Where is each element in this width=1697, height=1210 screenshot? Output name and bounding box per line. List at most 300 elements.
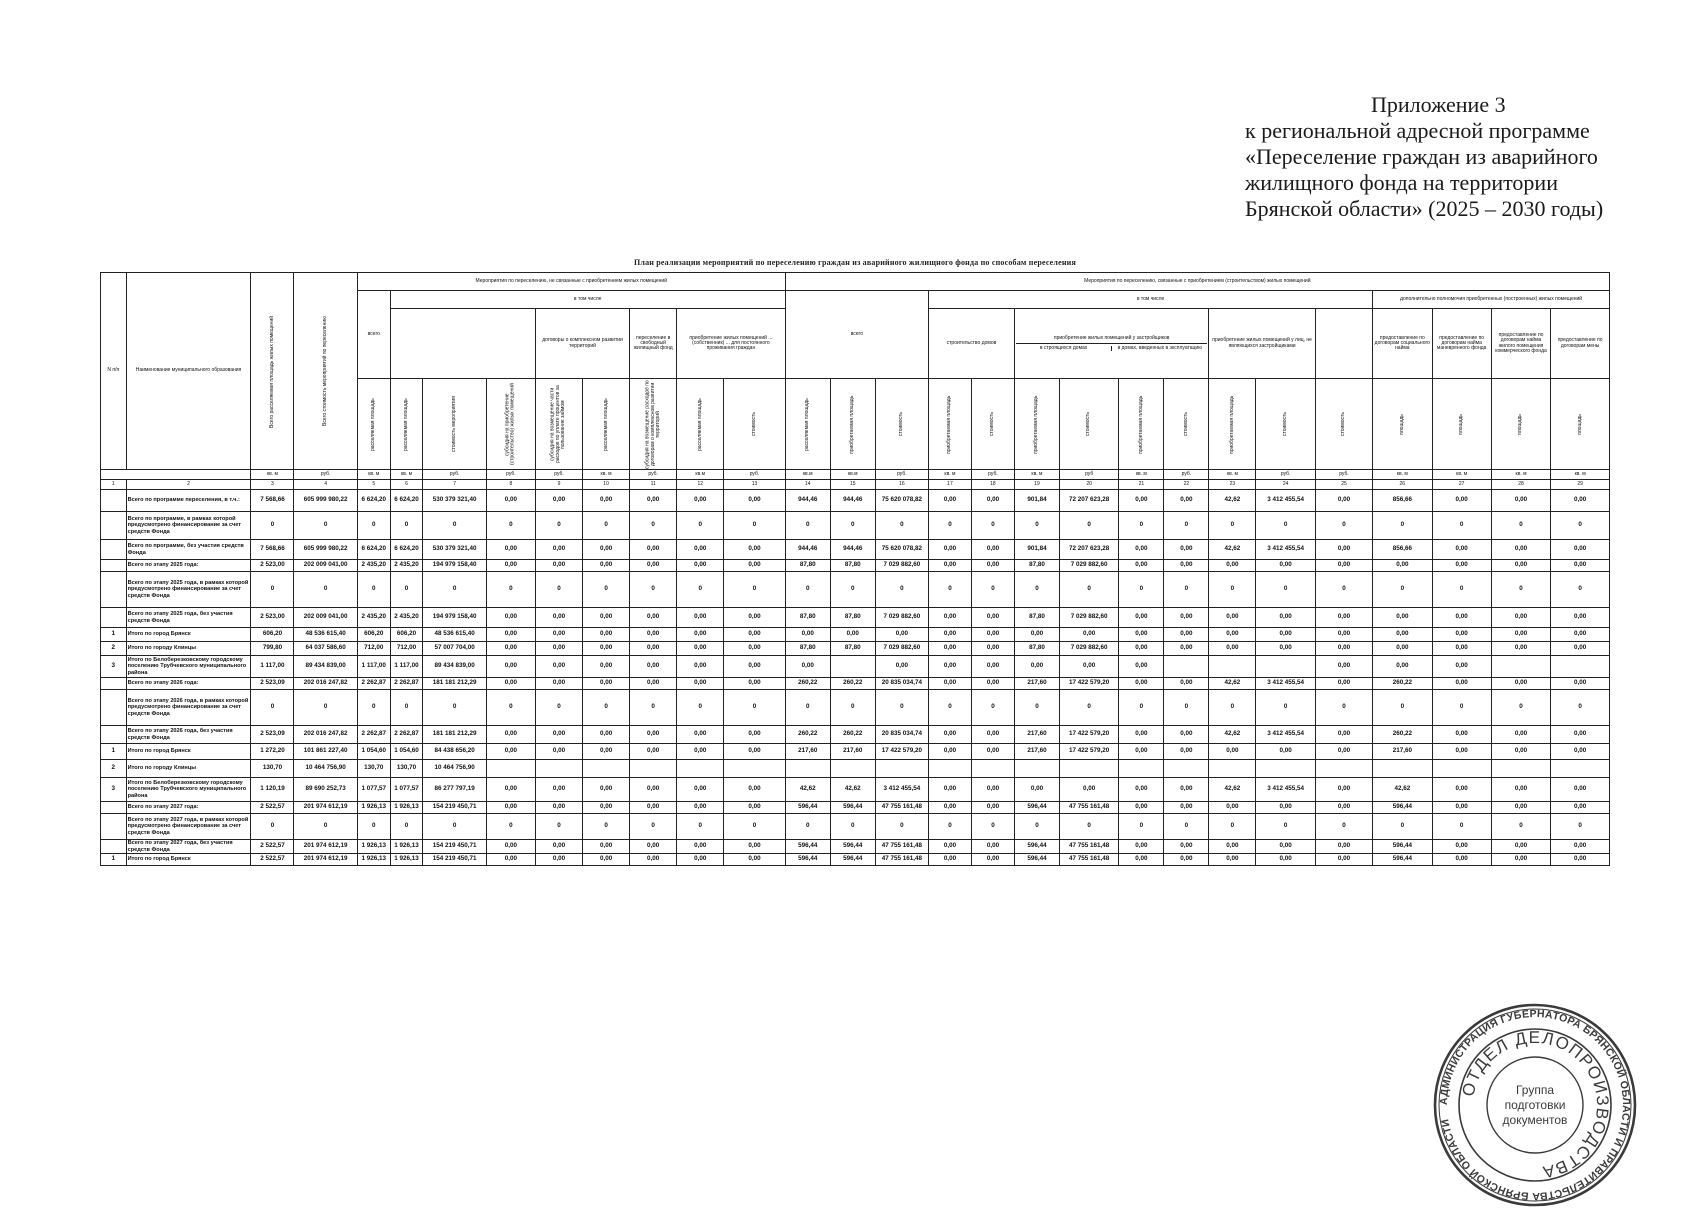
value-cell: 856,66	[1373, 540, 1432, 560]
value-cell: 901,84	[1014, 540, 1059, 560]
value-cell: 0	[677, 512, 724, 540]
value-cell: 1 926,13	[390, 840, 423, 854]
row-label: Итого по город Брянск	[126, 854, 251, 866]
value-cell	[830, 760, 875, 778]
value-cell: 0,00	[1164, 778, 1209, 802]
column-number: 27	[1432, 480, 1491, 490]
value-cell: 596,44	[785, 802, 830, 814]
value-cell: 0,00	[583, 656, 630, 678]
value-cell: 1 054,60	[390, 744, 423, 760]
value-cell: 0,00	[1209, 628, 1256, 642]
value-cell: 856,66	[1373, 490, 1432, 512]
value-cell: 1 926,13	[357, 854, 390, 866]
value-cell	[724, 760, 785, 778]
value-cell: 0,00	[1491, 628, 1550, 642]
header-perevod: переселение в свободный жилищный фонд	[630, 309, 677, 379]
value-cell	[677, 760, 724, 778]
value-cell: 0,00	[630, 726, 677, 744]
value-cell: 0	[1209, 814, 1256, 840]
value-cell	[1164, 760, 1209, 778]
value-cell: 0,00	[1256, 608, 1315, 628]
row-number	[101, 690, 127, 726]
column-number: 22	[1164, 480, 1209, 490]
value-cell: 0,00	[1491, 744, 1550, 760]
value-cell: 0	[1014, 572, 1059, 608]
value-cell: 0,00	[928, 490, 971, 512]
value-cell	[1491, 760, 1550, 778]
value-cell: 596,44	[830, 802, 875, 814]
row-label: Итого по Белоберезковскому городскому поселению Трубчевского муниципального района	[126, 778, 251, 802]
value-cell: 0,00	[724, 778, 785, 802]
value-cell: 0,00	[1491, 840, 1550, 854]
value-cell: 202 009 041,00	[294, 560, 357, 572]
subheader: площадь	[1551, 379, 1610, 470]
table-row	[101, 512, 1610, 540]
value-cell: 0,00	[1551, 840, 1610, 854]
value-cell: 0,00	[971, 840, 1014, 854]
row-number: 2	[101, 760, 127, 778]
value-cell: 0	[971, 814, 1014, 840]
value-cell: 0,00	[1256, 628, 1315, 642]
value-cell: 605 999 980,22	[294, 540, 357, 560]
value-cell: 7 029 882,60	[875, 608, 928, 628]
subheader: стоимость	[724, 379, 785, 470]
value-cell: 596,44	[1014, 802, 1059, 814]
value-cell: 0,00	[1491, 678, 1550, 690]
column-number: 3	[251, 480, 294, 490]
value-cell: 1 117,00	[251, 656, 294, 678]
value-cell: 0	[535, 690, 582, 726]
value-cell: 0	[724, 512, 785, 540]
value-cell: 42,62	[1209, 678, 1256, 690]
value-cell: 0,00	[583, 628, 630, 642]
value-cell: 0,00	[971, 540, 1014, 560]
value-cell: 0,00	[971, 854, 1014, 866]
value-cell: 17 422 579,20	[875, 744, 928, 760]
value-cell: 0,00	[724, 802, 785, 814]
row-label: Итого по город Брянск	[126, 628, 251, 642]
value-cell: 0,00	[535, 490, 582, 512]
value-cell: 0,00	[1119, 560, 1164, 572]
value-cell: 0	[1059, 572, 1118, 608]
value-cell: 0,00	[1209, 802, 1256, 814]
value-cell: 0	[1256, 572, 1315, 608]
unit-cell: кв. м	[928, 470, 971, 480]
value-cell: 0,00	[971, 560, 1014, 572]
column-number: 14	[785, 480, 830, 490]
value-cell: 0,00	[630, 608, 677, 628]
value-cell: 0,00	[535, 642, 582, 656]
value-cell: 0,00	[1119, 744, 1164, 760]
value-cell: 7 029 882,60	[1059, 560, 1118, 572]
value-cell	[535, 760, 582, 778]
header-blank	[390, 309, 535, 379]
value-cell	[583, 760, 630, 778]
value-cell: 0	[1373, 572, 1432, 608]
value-cell: 0,00	[1059, 628, 1118, 642]
unit-cell: руб.	[486, 470, 535, 480]
subheader: стоимость мероприятия	[423, 379, 486, 470]
value-cell: 2 522,57	[251, 802, 294, 814]
value-cell: 0,00	[677, 802, 724, 814]
header-sobstv: приобретение жилых помещений ... (собственник) ... для постоянного проживания граждан	[677, 309, 785, 379]
value-cell: 0,00	[1164, 744, 1209, 760]
value-cell: 1 272,20	[251, 744, 294, 760]
value-cell: 0,00	[1551, 628, 1610, 642]
column-number: 10	[583, 480, 630, 490]
value-cell: 0	[785, 814, 830, 840]
value-cell: 0,00	[630, 642, 677, 656]
value-cell: 0	[1164, 572, 1209, 608]
header-mo: Наименование муниципального образования	[126, 273, 251, 470]
value-cell: 0,00	[1209, 840, 1256, 854]
column-number: 20	[1059, 480, 1118, 490]
value-cell: 0,00	[535, 802, 582, 814]
value-cell: 0,00	[1209, 608, 1256, 628]
value-cell: 0,00	[1432, 854, 1491, 866]
value-cell: 2 262,87	[390, 678, 423, 690]
value-cell: 0	[251, 572, 294, 608]
value-cell: 0,00	[1315, 608, 1372, 628]
value-cell: 944,46	[830, 490, 875, 512]
value-cell: 0,00	[724, 628, 785, 642]
value-cell: 0,00	[1209, 744, 1256, 760]
value-cell: 0	[251, 814, 294, 840]
value-cell: 0,00	[535, 656, 582, 678]
subheader: площадь	[1373, 379, 1432, 470]
value-cell: 0,00	[928, 608, 971, 628]
value-cell: 0	[928, 572, 971, 608]
units-row	[101, 470, 1610, 480]
value-cell: 2 435,20	[357, 560, 390, 572]
value-cell: 596,44	[785, 854, 830, 866]
value-cell: 0,00	[971, 608, 1014, 628]
value-cell: 0	[390, 572, 423, 608]
value-cell: 0,00	[724, 726, 785, 744]
value-cell: 6 624,20	[390, 490, 423, 512]
value-cell: 0,00	[928, 744, 971, 760]
value-cell: 0,00	[1432, 726, 1491, 744]
column-number: 17	[928, 480, 971, 490]
value-cell: 0,00	[1209, 642, 1256, 656]
value-cell: 0,00	[630, 778, 677, 802]
stamp-center-line: документов	[1502, 1113, 1568, 1127]
value-cell: 0,00	[583, 540, 630, 560]
value-cell: 0,00	[677, 840, 724, 854]
value-cell: 1 926,13	[390, 802, 423, 814]
value-cell: 130,70	[390, 760, 423, 778]
value-cell: 0,00	[1315, 678, 1372, 690]
value-cell: 0,00	[971, 642, 1014, 656]
value-cell: 0,00	[486, 490, 535, 512]
value-cell: 0	[1014, 814, 1059, 840]
value-cell: 87,80	[785, 608, 830, 628]
value-cell: 0,00	[1164, 802, 1209, 814]
value-cell: 0	[535, 814, 582, 840]
value-cell: 2 523,00	[251, 608, 294, 628]
stamp-center-line: подготовки	[1504, 1098, 1566, 1112]
subheader: приобретаемая площадь	[1119, 379, 1164, 470]
value-cell: 0	[390, 814, 423, 840]
value-cell: 0,00	[583, 744, 630, 760]
value-cell: 0,00	[630, 678, 677, 690]
value-cell: 1 926,13	[390, 854, 423, 866]
column-number: 26	[1373, 480, 1432, 490]
value-cell: 0,00	[1315, 628, 1372, 642]
value-cell: 0,00	[971, 726, 1014, 744]
value-cell: 48 536 615,40	[423, 628, 486, 642]
value-cell: 6 624,20	[357, 540, 390, 560]
value-cell: 0,00	[724, 840, 785, 854]
value-cell: 47 755 161,48	[1059, 802, 1118, 814]
value-cell: 42,62	[1209, 490, 1256, 512]
value-cell: 799,80	[251, 642, 294, 656]
column-number: 19	[1014, 480, 1059, 490]
value-cell: 0,00	[724, 854, 785, 866]
value-cell: 260,22	[830, 726, 875, 744]
value-cell: 0	[1551, 572, 1610, 608]
value-cell: 0,00	[1315, 778, 1372, 802]
value-cell: 0,00	[630, 854, 677, 866]
header-predost-kommerc: предоставление по договорам найма жилого помещения коммерческого фонда	[1491, 309, 1550, 379]
value-cell: 0	[1256, 512, 1315, 540]
value-cell: 0,00	[630, 540, 677, 560]
value-cell: 0	[785, 512, 830, 540]
value-cell: 0,00	[1432, 840, 1491, 854]
value-cell: 0	[1164, 690, 1209, 726]
value-cell: 0	[971, 572, 1014, 608]
header-vsego-a: всего	[357, 291, 390, 379]
value-cell: 0	[1209, 512, 1256, 540]
value-cell: 0	[1119, 814, 1164, 840]
value-cell: 0,00	[1432, 490, 1491, 512]
value-cell: 2 262,87	[390, 726, 423, 744]
value-cell: 0,00	[1491, 802, 1550, 814]
value-cell: 0,00	[1119, 642, 1164, 656]
value-cell: 3 412 455,54	[1256, 540, 1315, 560]
value-cell: 0,00	[486, 678, 535, 690]
value-cell: 944,46	[830, 540, 875, 560]
row-number: 3	[101, 778, 127, 802]
value-cell: 47 755 161,48	[875, 840, 928, 854]
value-cell: 0,00	[1164, 560, 1209, 572]
value-cell: 0,00	[583, 642, 630, 656]
value-cell: 89 434 839,00	[423, 656, 486, 678]
value-cell: 0	[785, 690, 830, 726]
value-cell: 0	[830, 572, 875, 608]
value-cell: 0	[1256, 814, 1315, 840]
value-cell: 0,00	[1432, 778, 1491, 802]
row-label: Всего по этапу 2025 года, в рамках которой предусмотрено финансирование за счет средств Фонда	[126, 572, 251, 608]
value-cell: 0	[928, 690, 971, 726]
value-cell: 0,00	[677, 726, 724, 744]
plan-table	[100, 272, 1610, 866]
value-cell: 0,00	[1491, 608, 1550, 628]
value-cell: 0,00	[1209, 854, 1256, 866]
value-cell: 0	[928, 814, 971, 840]
value-cell: 0,00	[1315, 854, 1372, 866]
value-cell: 0,00	[1164, 490, 1209, 512]
unit-cell: кв. м	[1432, 470, 1491, 480]
value-cell: 0,00	[535, 840, 582, 854]
value-cell: 0	[830, 690, 875, 726]
value-cell: 6 624,20	[357, 490, 390, 512]
value-cell: 0	[294, 814, 357, 840]
value-cell: 0,00	[1551, 540, 1610, 560]
value-cell: 0	[724, 572, 785, 608]
value-cell: 0,00	[1315, 726, 1372, 744]
value-cell: 1 926,13	[357, 802, 390, 814]
appendix-line: Приложение 3	[1371, 92, 1506, 117]
value-cell: 42,62	[1373, 778, 1432, 802]
value-cell: 0	[486, 690, 535, 726]
subheader: расселяемая площадь	[677, 379, 724, 470]
value-cell: 6 624,20	[390, 540, 423, 560]
value-cell: 606,20	[390, 628, 423, 642]
value-cell	[1164, 656, 1209, 678]
value-cell: 0,00	[535, 726, 582, 744]
subheader: площадь	[1432, 379, 1491, 470]
value-cell: 0,00	[1432, 656, 1491, 678]
value-cell: 0	[1315, 814, 1372, 840]
value-cell: 0,00	[583, 560, 630, 572]
header-priobr-u-zastr	[1014, 309, 1208, 379]
value-cell: 42,62	[785, 778, 830, 802]
value-cell: 0,00	[1164, 628, 1209, 642]
value-cell: 0,00	[1119, 726, 1164, 744]
unit-cell: кв. м	[1119, 470, 1164, 480]
unit-cell: кв. м	[251, 470, 294, 480]
value-cell: 530 379 321,40	[423, 540, 486, 560]
value-cell: 0,00	[677, 608, 724, 628]
value-cell: 0,00	[1315, 560, 1372, 572]
value-cell: 48 536 615,40	[294, 628, 357, 642]
table-title: План реализации мероприятий по переселению граждан из аварийного жилищного фонда по способам переселения	[633, 258, 1077, 267]
value-cell: 596,44	[1014, 854, 1059, 866]
value-cell: 2 435,20	[390, 608, 423, 628]
value-cell	[1059, 760, 1118, 778]
value-cell: 0,00	[630, 628, 677, 642]
value-cell: 0,00	[1432, 642, 1491, 656]
appendix-heading	[1245, 92, 1685, 222]
value-cell: 0,00	[486, 802, 535, 814]
unit-cell: кв. м	[1373, 470, 1432, 480]
column-number: 25	[1315, 480, 1372, 490]
value-cell: 0,00	[1551, 490, 1610, 512]
value-cell: 201 974 612,19	[294, 840, 357, 854]
header-vsego-b: всего	[785, 291, 928, 379]
value-cell: 0	[583, 814, 630, 840]
value-cell: 217,60	[785, 744, 830, 760]
value-cell: 0	[928, 512, 971, 540]
column-numbers-row	[101, 480, 1610, 490]
value-cell: 17 422 579,20	[1059, 744, 1118, 760]
value-cell: 0	[1432, 690, 1491, 726]
value-cell: 0,00	[486, 778, 535, 802]
value-cell: 2 262,87	[357, 678, 390, 690]
value-cell: 0,00	[1164, 540, 1209, 560]
table-row	[101, 840, 1610, 854]
value-cell: 87,80	[830, 560, 875, 572]
value-cell: 217,60	[1014, 726, 1059, 744]
appendix-line: жилищного фонда на территории	[1245, 170, 1558, 195]
value-cell: 606,20	[357, 628, 390, 642]
column-number: 8	[486, 480, 535, 490]
table-row	[101, 628, 1610, 642]
value-cell: 0	[1059, 814, 1118, 840]
subheader: приобретаемая площадь	[830, 379, 875, 470]
value-cell: 0,00	[1164, 678, 1209, 690]
header-group-b: Мероприятия по переселению, связанные с приобретением (строительством) жилых помещений	[785, 273, 1609, 291]
row-number	[101, 572, 127, 608]
table-row	[101, 854, 1610, 866]
value-cell: 0	[583, 512, 630, 540]
value-cell: 0	[357, 512, 390, 540]
value-cell: 0,00	[1491, 642, 1550, 656]
value-cell: 0,00	[583, 854, 630, 866]
stamp-outer-text: АДМИНИСТРАЦИЯ ГУБЕРНАТОРА БРЯНСКОЙ ОБЛАСТИ И ПРАВИТЕЛЬСТВА БРЯНСКОЙ ОБЛАСТИ	[1437, 1007, 1633, 1203]
unit-cell: кв.м	[830, 470, 875, 480]
value-cell: 0	[875, 512, 928, 540]
value-cell: 0,00	[486, 560, 535, 572]
value-cell	[630, 760, 677, 778]
value-cell: 0,00	[1491, 560, 1550, 572]
value-cell: 712,00	[390, 642, 423, 656]
table-row	[101, 778, 1610, 802]
value-cell: 712,00	[357, 642, 390, 656]
row-label: Всего по программе переселения, в т.ч.:	[126, 490, 251, 512]
row-number	[101, 490, 127, 512]
unit-cell: руб.	[971, 470, 1014, 480]
column-number: 28	[1491, 480, 1550, 490]
value-cell: 217,60	[1014, 744, 1059, 760]
value-cell: 0,00	[971, 802, 1014, 814]
header-dopoln: дополнительно полномочия приобретенных (построенных) жилых помещений	[1373, 291, 1610, 309]
value-cell: 0	[423, 572, 486, 608]
value-cell: 0	[1551, 814, 1610, 840]
unit-cell: кв. м	[1491, 470, 1550, 480]
value-cell: 596,44	[1373, 854, 1432, 866]
value-cell: 0	[1491, 814, 1550, 840]
value-cell: 7 029 882,60	[875, 642, 928, 656]
header-predost-soc: предоставление по договорам социального найма	[1373, 309, 1432, 379]
table-row	[101, 744, 1610, 760]
value-cell: 0	[1014, 512, 1059, 540]
value-cell: 0,00	[785, 628, 830, 642]
column-number: 9	[535, 480, 582, 490]
value-cell: 0	[1551, 690, 1610, 726]
value-cell: 0,00	[1164, 642, 1209, 656]
value-cell: 194 979 158,40	[423, 560, 486, 572]
table-row	[101, 814, 1610, 840]
subheader: стоимость	[875, 379, 928, 470]
value-cell: 2 523,09	[251, 726, 294, 744]
value-cell: 0	[875, 814, 928, 840]
value-cell: 0,00	[1315, 840, 1372, 854]
value-cell: 0,00	[630, 802, 677, 814]
row-number	[101, 678, 127, 690]
value-cell: 130,70	[357, 760, 390, 778]
column-number: 2	[126, 480, 251, 490]
value-cell: 101 861 227,40	[294, 744, 357, 760]
value-cell: 0,00	[1059, 778, 1118, 802]
value-cell: 0,00	[724, 744, 785, 760]
value-cell: 0,00	[486, 840, 535, 854]
value-cell: 89 434 839,00	[294, 656, 357, 678]
value-cell: 0	[630, 814, 677, 840]
row-number: 1	[101, 744, 127, 760]
unit-cell: руб.	[1315, 470, 1372, 480]
